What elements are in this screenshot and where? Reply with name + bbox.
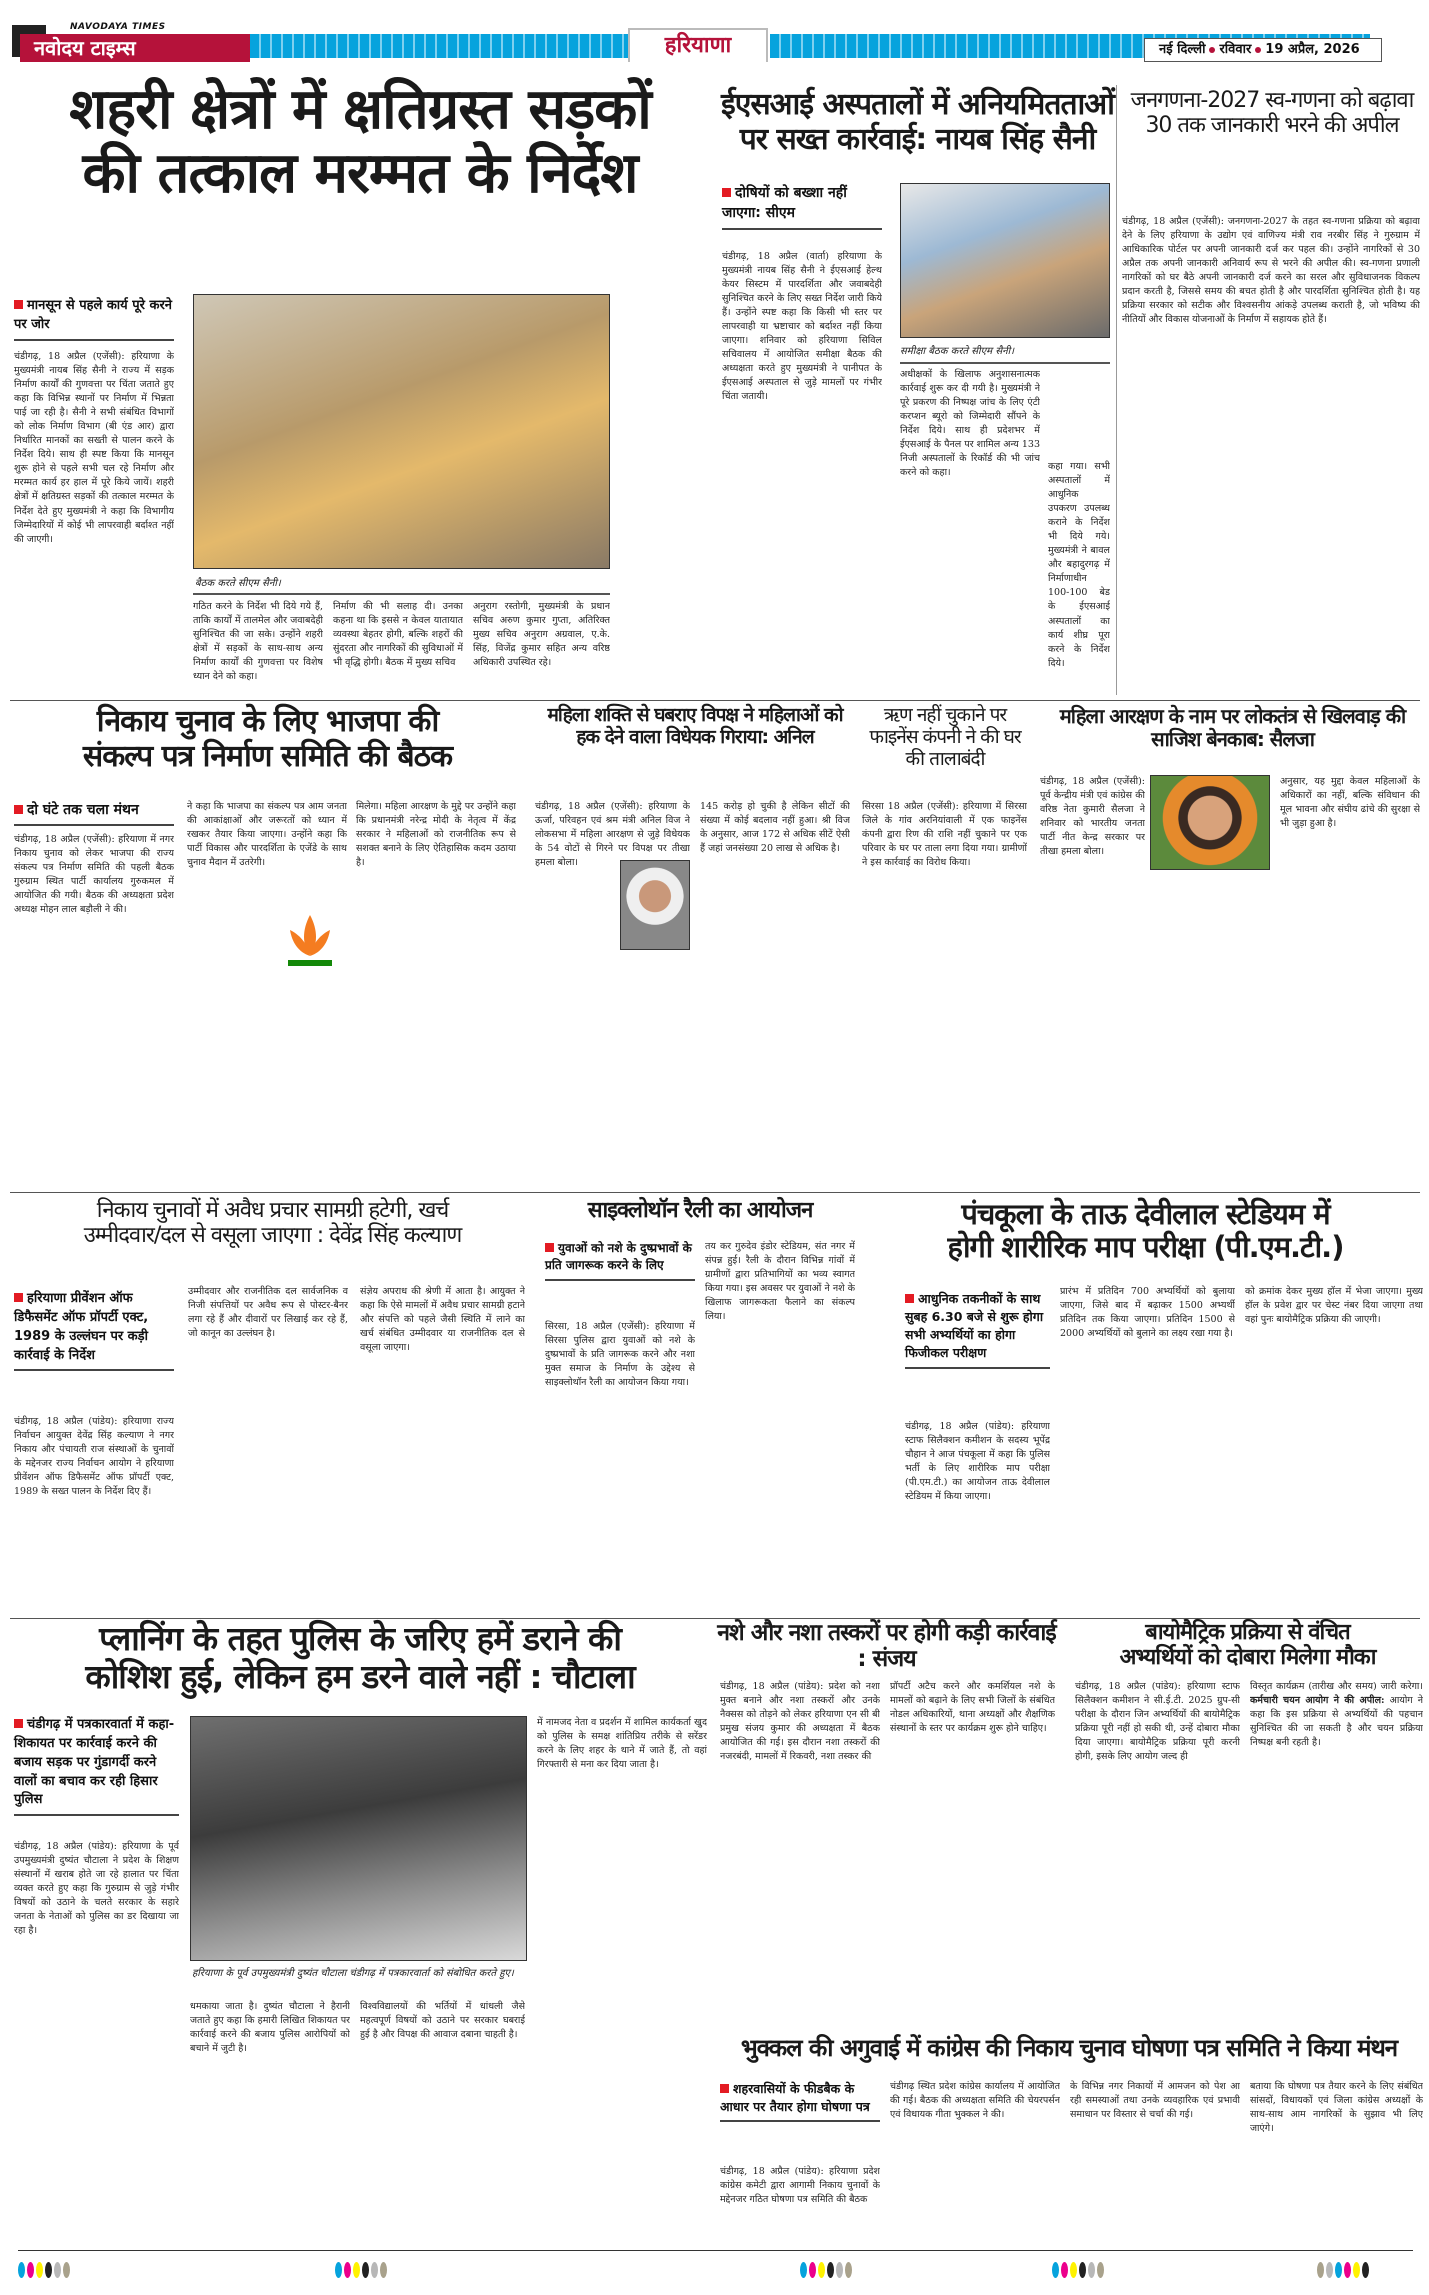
photo-caption: हरियाणा के पूर्व उपमुख्यमंत्री दुष्यंत चौटाला चंडीगढ़ में पत्रकारवार्ता को संबोधित करते हुए। [192,1968,514,1979]
photo-kumari-selja [1150,775,1270,870]
subhead-text: शहरवासियों के फीडबैक के आधार पर तैयार होगा घोषणा पत्र [720,2081,870,2115]
headline-line: शहरी क्षेत्रों में क्षतिग्रस्त सड़कों [69,77,651,142]
article-body: संज्ञेय अपराध की श्रेणी में आता है। आयुक्त ने कहा कि ऐसे मामलों में अवैध प्रचार सामग्री हटाने और संपत्ति को पहले जैसी स्थिति में लाने का खर्च संबंधित उम्मीदवार या राजनीतिक दल से वसूला जाएगा। [360,1286,525,1354]
subhead-text: दो घंटे तक चला मंथन [27,802,139,818]
red-square-icon [14,1293,23,1302]
subhead-kalyan [14,1290,174,1371]
headline-sanjay: नशे और नशा तस्करों पर होगी कड़ी कार्रवाई : संजय [717,1620,1056,1673]
headline-line: पर सख्त कार्रवाई: नायब सिंह सैनी [739,121,1096,157]
subhead-bjp [14,800,174,826]
article-body: सिरसा, 18 अप्रैल (एजेंसी): हरियाणा में सिरसा पुलिस द्वारा युवाओं को नशे के दुष्प्रभावों के प्रति जागरूक करने और नशा मुक्त समाज के निर्माण के उद्देश्य से साइक्लोथॉन रैली का आयोजन किया गया। [545,1321,695,1389]
registration-marks [800,2262,852,2278]
headline-line: निकाय चुनावों में अवैध प्रचार सामग्री हटेगी, खर्च [96,1198,449,1223]
body-text: विस्तृत कार्यक्रम (तारीख और समय) जारी करेगा। [1250,1681,1423,1692]
headline-line: अभ्यर्थियों को दोबारा मिलेगा मौका [1119,1645,1376,1671]
article-body: ने कहा कि भाजपा का संकल्प पत्र आम जनता की आकांक्षाओं और जरूरतों को ध्यान में रखकर तैयार किया जाएगा। उन्होंने कहा कि पार्टी विकास और पारदर्शिता के एजेंडे के साथ चुनाव मैदान में उतरेगी। [187,801,347,869]
registration-marks [1052,2262,1104,2278]
headline-biometric [1070,1620,1425,1671]
article-body: अधीक्षकों के खिलाफ अनुशासनात्मक कार्रवाई शुरू कर दी गयी है। मुख्यमंत्री ने पूरे प्रकरण की निष्पक्ष जांच के लिए एंटी करप्शन ब्यूरो को जिम्मेदारी सौंपने के निर्देश दिये। साथ ही प्रदेशभर में ईएसआई के पैनल पर शामिल अन्य 133 निजी अस्पतालों के रिकॉर्ड की भी जांच करने को कहा। [900,369,1040,479]
article-body: में नामजद नेता व प्रदर्शन में शामिल कार्यकर्ता खुद को पुलिस के समक्ष शांतिप्रिय तरीके से सरेंडर करने के लिए शहर के थाने में जाते हैं, तो वहां गिरफ्तारी से मना कर दिया जाता है। [537,1717,707,1771]
headline-selja: महिला आरक्षण के नाम पर लोकतंत्र से खिलवाड़ की साजिश बेनकाब: सैलजा [1059,704,1406,751]
article-body: विश्वविद्यालयों की भर्तियों में धांधली जैसे महत्वपूर्ण विषयों को उठाने पर सरकार घबराई हुई है और विपक्ष की आवाज दबाना चाहती है। [360,2001,525,2041]
headline-kalyan [10,1198,535,1249]
registration-marks [335,2262,387,2278]
article-body: प्रारंभ में प्रतिदिन 700 अभ्यर्थियों को बुलाया जाएगा, जिसे बाद में बढ़ाकर 1500 अभ्यर्थी प्रतिदिन तक किया जाएगा। प्रतिदिन 1500 से 2000 अभ्यर्थियों को बुलाने का लक्ष्य रखा गया है। [1060,1286,1235,1340]
headline-line: प्लानिंग के तहत पुलिस के जरिए हमें डराने की [99,1619,621,1658]
article-body: चंडीगढ़, 18 अप्रैल (एजेंसी): हरियाणा के ऊर्जा, परिवहन एवं श्रम मंत्री अनिल विज ने लोकसभा में महिला आरक्षण से जुड़े विधेयक के 54 वोटों से गिरने पर विपक्ष पर तीखा हमला बोला। [535,801,690,869]
article-body: प्रॉपर्टी अटैच करने और कमर्शियल नशे के मामलों को बढ़ाने के लिए सभी जिलों के संबंधित नोडल अधिकारियों, थाना अध्यक्षों और शैक्षणिक संस्थानों के स्तर पर कार्यक्रम शुरू होने चाहिए। [890,1681,1055,1735]
article-body: चंडीगढ़, 18 अप्रैल (एजेंसी): जनगणना-2027 के तहत स्व-गणना प्रक्रिया को बढ़ावा देने के लिए हरियाणा के उद्योग एवं वाणिज्य मंत्री राव नरबीर सिंह ने गुरुग्राम में आधिकारिक पोर्टल पर अपनी जानकारी दर्ज कर पहल की। उन्होंने नागरिकों से 30 अप्रैल तक अपनी जानकारी अनिवार्य रूप से भरने की अपील की। स्व-गणना प्रणाली नागरिकों को घर बैठे अपनी जानकारी दर्ज करने का सरल और सुविधाजनक विकल्प प्रदान करती है, जिससे समय की बचत होती है और पारदर्शिता सुनिश्चित होती है। यह प्रक्रिया सरकार को सटीक और विश्वसनीय आंकड़े उपलब्ध कराती है, जो भविष्य की नीतियों और विकास योजनाओं के निर्माण में सहायक होते हैं। [1122,216,1420,326]
bold-lead: कर्मचारी चयन आयोग ने की अपील: [1250,1695,1385,1707]
masthead-logo: नवोदय टाइम्स [20,34,250,62]
article-body: चंडीगढ़, 18 अप्रैल (एजेंसी): हरियाणा के मुख्यमंत्री नायब सिंह सैनी ने राज्य में सड़क निर्माण कार्यों की गुणवत्ता पर चिंता जताते हुए कहा कि विभिन्न स्थानों पर निर्माण में भिन्नता पाई जा रही है। सैनी ने सभी संबंधित विभागों को लोक निर्माण विभाग (बी एंड आर) द्वारा निर्धारित मानकों का सख्ती से पालन करने के निर्देश दिये। साथ ही स्पष्ट किया कि मानसून शुरू होने से पहले सभी चल रहे निर्माण और मरम्मत कार्य हर हाल में पूरे किये जायें। शहरी क्षेत्रों में क्षतिग्रस्त सड़कों की तत्काल मरम्मत के निर्देश देते हुए मुख्यमंत्री ने कहा कि विभागीय जिम्मेदारियों में कोई भी लापरवाही बर्दाश्त नहीं की जाएगी। [14,351,174,545]
bjp-logo [270,900,350,980]
article-body: चंडीगढ़, 18 अप्रैल (पांडेय): हरियाणा स्टाफ सिलैक्शन कमीशन ने सी.ई.टी. 2025 ग्रुप-सी परीक्षा के दौरान जिन अभ्यर्थियों की बायोमैट्रिक प्रक्रिया पूरी नहीं हो सकी थी, उन्हें दोबारा मौका दिया जाएगा। बायोमैट्रिक प्रक्रिया पूरी करनी होगी, इसके लिए आयोग जल्द ही [1075,1681,1240,1763]
article-body: चंडीगढ़, 18 अप्रैल (एजेंसी): पूर्व केन्द्रीय मंत्री एवं कांग्रेस की वरिष्ठ नेता कुमारी सैलजा ने शनिवार को भारतीय जनता पार्टी नीत केन्द्र सरकार पर तीखा हमला बोला। [1040,776,1145,858]
red-square-icon [722,188,731,197]
subhead-roads [14,297,174,341]
subhead-text: दोषियों को बख्शा नहीं जाएगा: सीएम [722,185,847,222]
article-body: चंडीगढ़, 18 अप्रैल (वार्ता) हरियाणा के मुख्यमंत्री नायब सिंह सैनी ने ईएसआई हेल्थ केयर सिस्टम में पारदर्शिता और जवाबदेही सुनिश्चित करने के लिए सख्त निर्देश जारी किये हैं। उन्होंने स्पष्ट कहा कि किसी भी स्तर पर लापरवाही या भ्रष्टाचार को बर्दाश्त नहीं किया जाएगा। शनिवार को हरियाणा सिविल सचिवालय में आयोजित समीक्षा बैठक की अध्यक्षता करते हुए मुख्यमंत्री ने पानीपत के ईएसआई अस्पताल से जुड़े मामलों पर गंभीर चिंता जतायी। [722,251,882,403]
photo-cm-meeting [193,294,610,569]
headline-line: की तत्काल मरम्मत के निर्देश [82,141,638,207]
section-divider [10,1192,1420,1193]
photo-caption: समीक्षा बैठक करते सीएम सैनी। [900,346,1015,357]
article-body: सिरसा 18 अप्रैल (एजेंसी): हरियाणा में सिरसा जिले के गांव अरनियांवाली में एक फाइनेंस कंपनी द्वारा रिण की राशि नहीं चुकाने पर एक परिवार के घर पर ताला लगा दिया गया। ग्रामीणों ने इस कार्रवाई का विरोध किया। [862,801,1027,869]
headline-chautala [10,1620,710,1696]
red-square-icon [545,1243,554,1252]
photo-press-conference [190,1716,527,1961]
subhead-pmt [905,1290,1050,1369]
headline-line: संकल्प पत्र निर्माण समिति की बैठक [82,738,453,774]
subhead-bhukkal [720,2080,880,2122]
subhead-text: मानसून से पहले कार्य पूरे करने पर जोर [14,298,172,332]
article-body: चंडीगढ़, 18 अप्रैल (पांडेय): हरियाणा प्रदेश कांग्रेस कमेटी द्वारा आगामी निकाय चुनावों के मद्देनजर गठित घोषणा पत्र समिति की बैठक [720,2166,880,2206]
subhead-cyclothon [545,1240,695,1281]
body-text: आयोग ने कहा कि इस प्रक्रिया से अभ्यर्थियों की पहचान सुनिश्चित की जा सकती है और चयन प्रक्रिया निष्पक्ष बनी रहती है। [1250,1695,1423,1749]
column-rule [1116,85,1117,695]
date: 19 अप्रैल, 2026 [1265,42,1360,57]
article-body: तय कर गुरुदेव इंडोर स्टेडियम, संत नगर में संपन्न हुई। रैली के दौरान विभिन्न गांवों में ग्रामीणों द्वारा प्रतिभागियों का भव्य स्वागत किया गया। इस अवसर पर युवाओं ने नशे के खिलाफ जागरूकता फैलाने का संकल्प लिया। [705,1241,855,1323]
city: नई दिल्ली [1159,42,1206,57]
red-square-icon [905,1294,914,1303]
red-square-icon [14,1719,23,1728]
masthead-bar-left [250,34,628,58]
headline-line: निकाय चुनाव के लिए भाजपा की [96,704,439,739]
headline-line: ईएसआई अस्पतालों में अनियमितताओं [721,87,1114,122]
headline-line: कोशिश हुई, लेकिन हम डरने वाले नहीं : चौटाला [85,1656,635,1696]
registration-marks [18,2262,70,2278]
article-body: के विभिन्न नगर निकायों में आमजन को पेश आ रही समस्याओं तथा उनके व्यवहारिक एवं प्रभावी समाधान पर विस्तार से चर्चा की गई। [1070,2081,1240,2121]
headline-line: उम्मीदवार/दल से वसूला जाएगा : देवेंद्र सिंह कल्याण [83,1223,462,1249]
masthead-english-name: NAVODAYA TIMES [70,22,166,32]
dateline [1144,38,1382,62]
article-body: चंडीगढ़, 18 अप्रैल (पांडेय): हरियाणा के पूर्व उपमुख्यमंत्री दुष्यंत चौटाला ने प्रदेश के शिक्षण संस्थानों में खराब होते जा रहे हालात पर चिंता व्यक्त करते हुए कहा कि गुरुग्राम से जुड़े गंभीर विषयों को उठाने के चलते सरकार के सहारे जनता के नेताओं को पुलिस का डर दिखाया जा रहा है। [14,1841,179,1937]
headline-loan: ऋण नहीं चुकाने पर फाइनेंस कंपनी ने की घर की तालाबंदी [869,704,1021,770]
headline-bhukkal: भुक्कल की अगुवाई में कांग्रेस की निकाय चुनाव घोषणा पत्र समिति ने किया मंथन [740,2034,1398,2062]
red-square-icon [14,805,23,814]
article-body: निर्माण की भी सलाह दी। उनका कहना था कि इससे न केवल यातायात व्यवस्था बेहतर होगी, बल्कि शहरों की सुंदरता और नागरिकों की सुविधाओं में भी वृद्धि होगी। बैठक में मुख्य सचिव [333,601,463,669]
article-body: चंडीगढ़, 18 अप्रैल (पांडेय): हरियाणा स्टाफ सिलैक्शन कमीशन के सदस्य भूपेंद्र चौहान ने आज पंचकूला में कहा कि पुलिस भर्ती के लिए शारीरिक माप परीक्षा (पी.एम.टी.) का आयोजन ताऊ देवीलाल स्टेडियम में किया जाएगा। [905,1421,1050,1503]
headline-line: बायोमैट्रिक प्रक्रिया से वंचित [1145,1620,1350,1645]
article-body: मिलेगा। महिला आरक्षण के मुद्दे पर उन्होंने कहा कि प्रधानमंत्री नरेन्द्र मोदी के नेतृत्व में केंद्र सरकार ने महिलाओं को राजनीतिक रूप से सशक्त बनाने के लिए ऐतिहासिक कदम उठाया है। [356,801,516,869]
article-body: को क्रमांक देकर मुख्य हॉल में भेजा जाएगा। मुख्य हॉल के प्रवेश द्वार पर चेस्ट नंबर दिया जाएगा तथा वहां पुनः बायोमैट्रिक प्रक्रिया की जाएगी। [1245,1286,1423,1326]
divider [193,593,610,595]
headline-esi [720,88,1115,157]
photo-caption: बैठक करते सीएम सैनी। [195,578,281,589]
article-body-with-lead [1250,1680,1423,2005]
article-body: गठित करने के निर्देश भी दिये गये हैं, ताकि कार्यों में तालमेल और जवाबदेही सुनिश्चित की जा सके। उन्होंने शहरी क्षेत्रों में सड़कों के साथ-साथ अन्य निर्माण कार्यों की गुणवत्ता पर विशेष ध्यान देने को कहा। [193,601,323,683]
red-square-icon [720,2084,729,2093]
headline-vij: महिला शक्ति से घबराए विपक्ष ने महिलाओं को हक देने वाला विधेयक गिराया: अनिल [547,704,843,748]
headline-pmt [868,1198,1423,1265]
day: रविवार [1219,42,1252,57]
subhead-text: युवाओं को नशे के दुष्प्रभावों के प्रति जागरूक करने के लिए [545,1241,692,1273]
article-body: बताया कि घोषणा पत्र तैयार करने के लिए संबंधित सांसदों, विधायकों एवं जिला कांग्रेस अध्यक्षों के साथ-साथ आम नागरिकों के सुझाव भी लिए जाएंगे। [1250,2081,1423,2135]
lotus-icon [270,900,350,980]
footer-rule [18,2250,1413,2251]
subhead-text: आधुनिक तकनीकों के साथ सुबह 6.30 बजे से शुरू होगा सभी अभ्यर्थियों का होगा फिजीकल परीक्षण [905,1291,1044,1361]
subhead-text: हरियाणा प्रीवेंशन ऑफ डिफैसमेंट ऑफ प्रॉपर्टी एक्ट, 1989 के उल्लंघन पर कड़ी कार्रवाई के निर्देश [14,1291,149,1363]
article-body: अनुसार, यह मुद्दा केवल महिलाओं के अधिकारों का नहीं, बल्कि संविधान की मूल भावना और संघीय ढांचे की सुरक्षा से भी जुड़ा हुआ है। [1280,776,1420,830]
bullet-icon [1255,47,1261,53]
article-body: उम्मीदवार और राजनीतिक दल सार्वजनिक व निजी संपत्तियों पर अवैध रूप से पोस्टर-बैनर लगा रहे हैं और दीवारों पर लिखाई कर रहे हैं, जो कानून का उल्लंघन है। [188,1286,348,1340]
article-body: चंडीगढ़ स्थित प्रदेश कांग्रेस कार्यालय में आयोजित की गई। बैठक की अध्यक्षता समिति की चेयरपर्सन एवं विधायक गीता भुक्कल ने की। [890,2081,1060,2121]
headline-bjp [10,705,525,774]
headline-line: होगी शारीरिक माप परीक्षा (पी.एम.टी.) [947,1230,1344,1265]
headline-cyclothon: साइक्लोथॉन रैली का आयोजन [587,1198,813,1223]
headline-roads [10,78,710,207]
article-body: कहा गया। सभी अस्पतालों में आधुनिक उपकरण उपलब्ध कराने के निर्देश भी दिये गये। मुख्यमंत्री ने बावल और बहादुरगढ़ में निर्माणाधीन 100-100 बेड के ईएसआई अस्पतालों का कार्य शीघ्र पूरा करने के निर्देश दिये। [1048,461,1110,669]
registration-marks [1317,2262,1369,2278]
article-body: चंडीगढ़, 18 अप्रैल (एजेंसी): हरियाणा में नगर निकाय चुनाव को लेकर भाजपा की राज्य संकल्प पत्र निर्माण समिति की पहली बैठक गुरुग्राम स्थित पार्टी कार्यालय गुरुकमल में आयोजित की गयी। बैठक की अध्यक्षता प्रदेश अध्यक्ष मोहन लाल बड़ौली ने की। [14,834,174,916]
article-body: चंडीगढ़, 18 अप्रैल (पांडेय): हरियाणा राज्य निर्वाचन आयुक्त देवेंद्र सिंह कल्याण ने नगर निकाय और पंचायती राज संस्थाओं के चुनावों के मद्देनजर राज्य निर्वाचन आयोग ने हरियाणा प्रीवेंशन ऑफ डिफैसमेंट ऑफ प्रॉपर्टी एक्ट, 1989 के सख्त पालन के निर्देश दिए हैं। [14,1416,174,1498]
red-square-icon [14,300,23,309]
article-body: अनुराग रस्तोगी, मुख्यमंत्री के प्रधान सचिव अरुण कुमार गुप्ता, अतिरिक्त मुख्य सचिव अनुराग अग्रवाल, ए.के. सिंह, विजेंद्र कुमार सहित अन्य वरिष्ठ अधिकारी उपस्थित रहे। [473,601,610,669]
headline-census: जनगणना-2027 स्व-गणना को बढ़ावा 30 तक जानकारी भरने की अपील [1130,88,1414,139]
photo-review-meeting [900,183,1110,338]
bullet-icon [1209,47,1215,53]
article-body: 145 करोड़ हो चुकी है लेकिन सीटों की संख्या में कोई बदलाव नहीं हुआ। श्री विज के अनुसार, आज 172 से अधिक सीटें ऐसी हैं जहां जनसंख्या 20 लाख से अधिक है। [700,801,850,855]
subhead-text: चंडीगढ़ में पत्रकारवार्ता में कहा- शिकायत पर कार्रवाई करने की बजाय सड़क पर गुंडागर्दी करने वालों का बचाव कर रही हिसार पुलिस [14,1717,175,1808]
section-title: हरियाणा [628,28,768,62]
photo-anil-vij [620,860,690,950]
section-divider [10,700,1420,701]
headline-line: पंचकूला के ताऊ देवीलाल स्टेडियम में [961,1197,1330,1231]
divider [900,362,1110,364]
article-body: धमकाया जाता है। दुष्यंत चौटाला ने हैरानी जताते हुए कहा कि हमारी लिखित शिकायत पर कार्रवाई करने की बजाय पुलिस आरोपियों को बचाने में जुटी है। [190,2001,350,2055]
subhead-chautala [14,1716,179,1816]
subhead-esi [722,183,882,230]
article-body: चंडीगढ़, 18 अप्रैल (पांडेय): प्रदेश को नशा मुक्त बनाने और नशा तस्करों और उनके नैक्सस को तोड़ने को लेकर हरियाणा एन सी बी प्रमुख संजय कुमार की अध्यक्षता में बैठक आयोजित की गई। इस दौरान नशा तस्करों की नजरबंदी, मामलों में रिकवरी, नशा तस्कर की [720,1681,880,1763]
